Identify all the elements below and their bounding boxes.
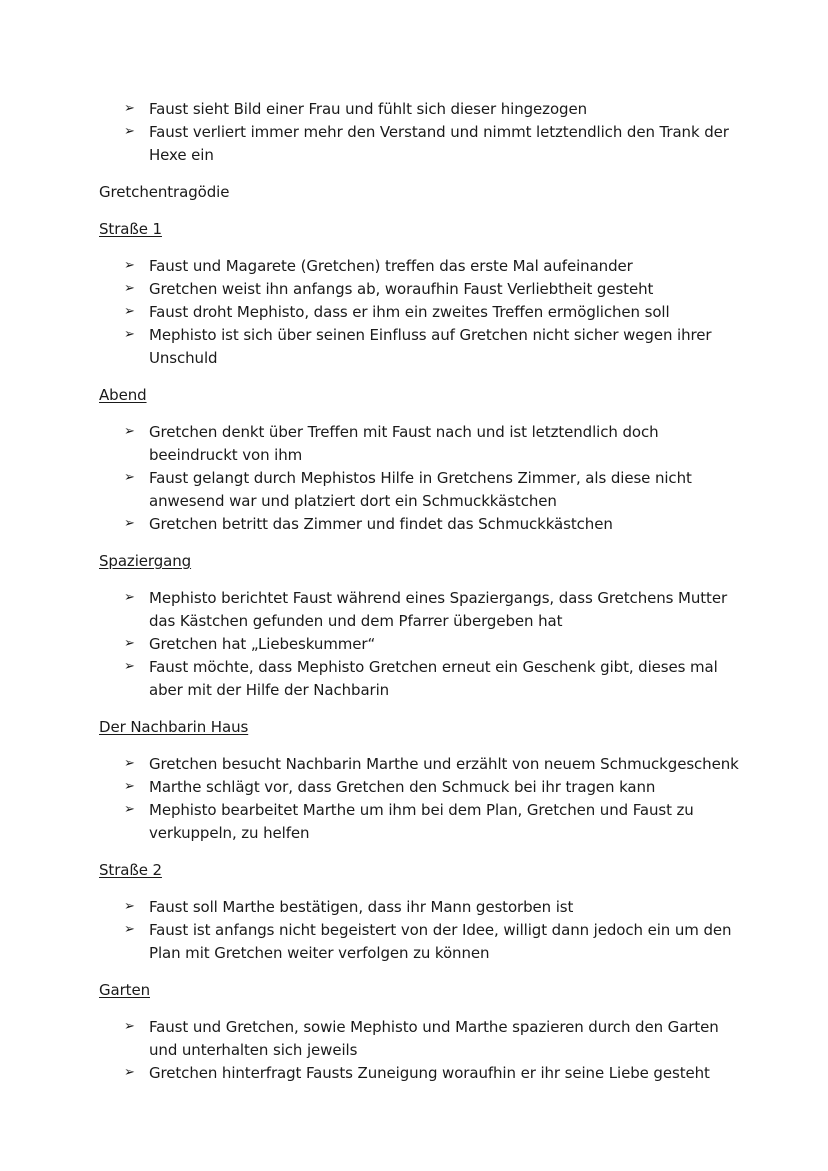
- arrowhead-bullet-icon: ➢: [124, 659, 135, 674]
- list-item-line: Faust droht Mephisto, dass er ihm ein zweites Treffen ermöglichen soll: [149, 303, 670, 321]
- list-item-line: Faust soll Marthe bestätigen, dass ihr Mann gestorben ist: [149, 898, 574, 916]
- arrowhead-bullet-icon: ➢: [124, 756, 135, 771]
- list-item-line: Gretchen weist ihn anfangs ab, woraufhin Faust Verliebtheit gesteht: [149, 280, 654, 298]
- arrowhead-bullet-icon: ➢: [124, 101, 135, 116]
- arrowhead-bullet-icon: ➢: [124, 124, 135, 139]
- arrowhead-bullet-icon: ➢: [124, 1065, 135, 1080]
- list-item-line: Faust möchte, dass Mephisto Gretchen erneut ein Geschenk gibt, dieses mal: [149, 658, 718, 676]
- list-item-line: Faust sieht Bild einer Frau und fühlt sich dieser hingezogen: [149, 100, 587, 118]
- arrowhead-bullet-icon: ➢: [124, 424, 135, 439]
- document-title: Gretchentragödie: [99, 183, 230, 201]
- section-heading: Spaziergang: [99, 552, 192, 570]
- arrowhead-bullet-icon: ➢: [124, 281, 135, 296]
- arrowhead-bullet-icon: ➢: [124, 327, 135, 342]
- list-item-line: beeindruckt von ihm: [149, 446, 303, 464]
- list-item-line: Faust ist anfangs nicht begeistert von der Idee, willigt dann jedoch ein um den: [149, 921, 732, 939]
- arrowhead-bullet-icon: ➢: [124, 779, 135, 794]
- arrowhead-bullet-icon: ➢: [124, 470, 135, 485]
- arrowhead-bullet-icon: ➢: [124, 304, 135, 319]
- list-item-line: und unterhalten sich jeweils: [149, 1041, 358, 1059]
- arrowhead-bullet-icon: ➢: [124, 636, 135, 651]
- arrowhead-bullet-icon: ➢: [124, 802, 135, 817]
- section-heading: Der Nachbarin Haus: [99, 718, 249, 736]
- arrowhead-bullet-icon: ➢: [124, 590, 135, 605]
- arrowhead-bullet-icon: ➢: [124, 922, 135, 937]
- arrowhead-bullet-icon: ➢: [124, 899, 135, 914]
- arrowhead-bullet-icon: ➢: [124, 516, 135, 531]
- list-item-line: Marthe schlägt vor, dass Gretchen den Schmuck bei ihr tragen kann: [149, 778, 656, 796]
- list-item-line: Faust und Magarete (Gretchen) treffen das erste Mal aufeinander: [149, 257, 633, 275]
- list-item-line: Gretchen hat „Liebeskummer“: [149, 635, 376, 653]
- list-item-line: Faust gelangt durch Mephistos Hilfe in Gretchens Zimmer, als diese nicht: [149, 469, 692, 487]
- list-item-line: anwesend war und platziert dort ein Schmuckkästchen: [149, 492, 557, 510]
- section-heading: Garten: [99, 981, 150, 999]
- list-item-line: Gretchen hinterfragt Fausts Zuneigung woraufhin er ihr seine Liebe gesteht: [149, 1064, 710, 1082]
- list-item-line: Hexe ein: [149, 146, 214, 164]
- list-item-line: aber mit der Hilfe der Nachbarin: [149, 681, 390, 699]
- list-item-line: Faust und Gretchen, sowie Mephisto und Marthe spazieren durch den Garten: [149, 1018, 719, 1036]
- list-item-line: Plan mit Gretchen weiter verfolgen zu können: [149, 944, 490, 962]
- arrowhead-bullet-icon: ➢: [124, 258, 135, 273]
- arrowhead-bullet-icon: ➢: [124, 1019, 135, 1034]
- section-heading: Abend: [99, 386, 147, 404]
- list-item-line: Mephisto ist sich über seinen Einfluss auf Gretchen nicht sicher wegen ihrer: [149, 326, 712, 344]
- list-item-line: Mephisto bearbeitet Marthe um ihm bei dem Plan, Gretchen und Faust zu: [149, 801, 694, 819]
- list-item-line: Gretchen denkt über Treffen mit Faust nach und ist letztendlich doch: [149, 423, 659, 441]
- list-item-line: das Kästchen gefunden und dem Pfarrer übergeben hat: [149, 612, 563, 630]
- list-item-line: Mephisto berichtet Faust während eines Spaziergangs, dass Gretchens Mutter: [149, 589, 728, 607]
- list-item-line: Faust verliert immer mehr den Verstand und nimmt letztendlich den Trank der: [149, 123, 729, 141]
- list-item-line: Unschuld: [149, 349, 218, 367]
- list-item-line: verkuppeln, zu helfen: [149, 824, 310, 842]
- list-item-line: Gretchen betritt das Zimmer und findet das Schmuckkästchen: [149, 515, 613, 533]
- list-item-line: Gretchen besucht Nachbarin Marthe und erzählt von neuem Schmuckgeschenk: [149, 755, 739, 773]
- section-heading: Straße 2: [99, 861, 162, 879]
- section-heading: Straße 1: [99, 220, 162, 238]
